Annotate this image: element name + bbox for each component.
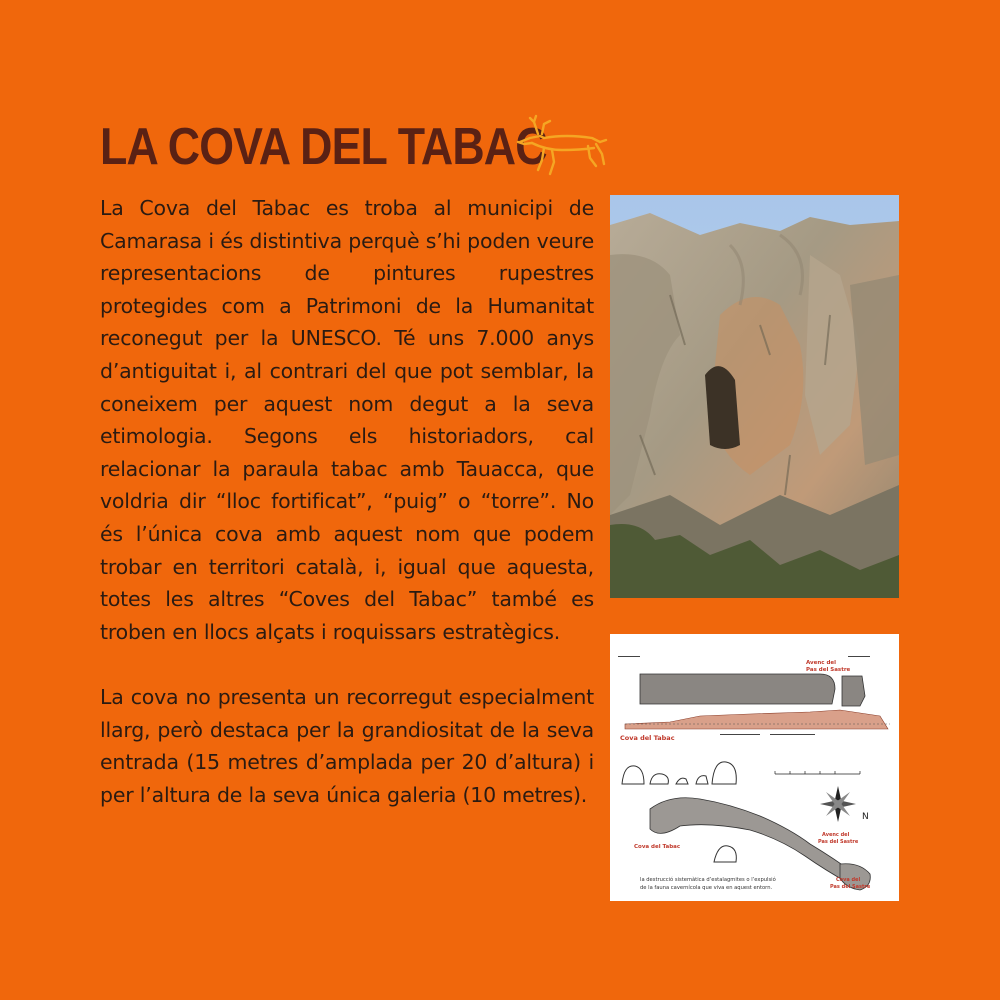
rock-art-deer-icon: [514, 112, 610, 182]
label-cova-pas-line2: Pas del Sastre: [830, 884, 871, 890]
label-avenc-plan-line2: Pas del Sastre: [818, 839, 859, 845]
label-avenc-line1: Avenc del: [806, 660, 837, 666]
label-cova-tabac-plan: Cova del Tabac: [634, 844, 681, 850]
compass-n-label: N: [862, 812, 869, 822]
paragraph-1: La Cova del Tabac es troba al municipi de Camarasa i és distintiva perquè s’hi poden veure representacions de pintures rupestres protegides com a Patrimoni de la Humanitat reconegut per la UNESCO. Té uns 7.000 anys d’antiguitat i, al contrari del que pot semblar, la coneixem per aquest nom degut a la seva etimologia. Segons els historiadors, cal relacionar la paraula tabac amb Tauacca, que voldria dir “lloc fortificat”, “puig” o “torre”. No és l’única cova amb aquest nom que podem trobar en territori català, i, igual que aquesta, totes les altres “Coves del Tabac” també es troben en llocs alçats i roquissars estratègics.: [100, 196, 594, 644]
page-title: LA COVA DEL TABAC: [100, 118, 547, 176]
map-caption-line1: la destrucció sistemàtica d’estalagmites o l’expulsió: [640, 877, 776, 883]
label-avenc-line2: Pas del Sastre: [806, 667, 851, 673]
cliff-photo: [610, 195, 899, 598]
compass-rose-icon: [820, 786, 856, 822]
paragraph-2: La cova no presenta un recorregut especialment llarg, però destaca per la grandiositat de la seva entrada (15 metres d’amplada per 20 d’altura) i per l’altura de la seva única galeria (10 metres).: [100, 684, 594, 807]
label-cova-tabac-profile: Cova del Tabac: [620, 734, 675, 742]
map-caption-line2: de la fauna cavernícola que viva en aquest entorn.: [640, 885, 773, 891]
article-body: [100, 192, 594, 811]
label-avenc-plan-line1: Avenc del: [822, 832, 850, 838]
cave-survey-map: [610, 634, 899, 901]
label-cova-pas-line1: Cova del: [836, 877, 861, 883]
